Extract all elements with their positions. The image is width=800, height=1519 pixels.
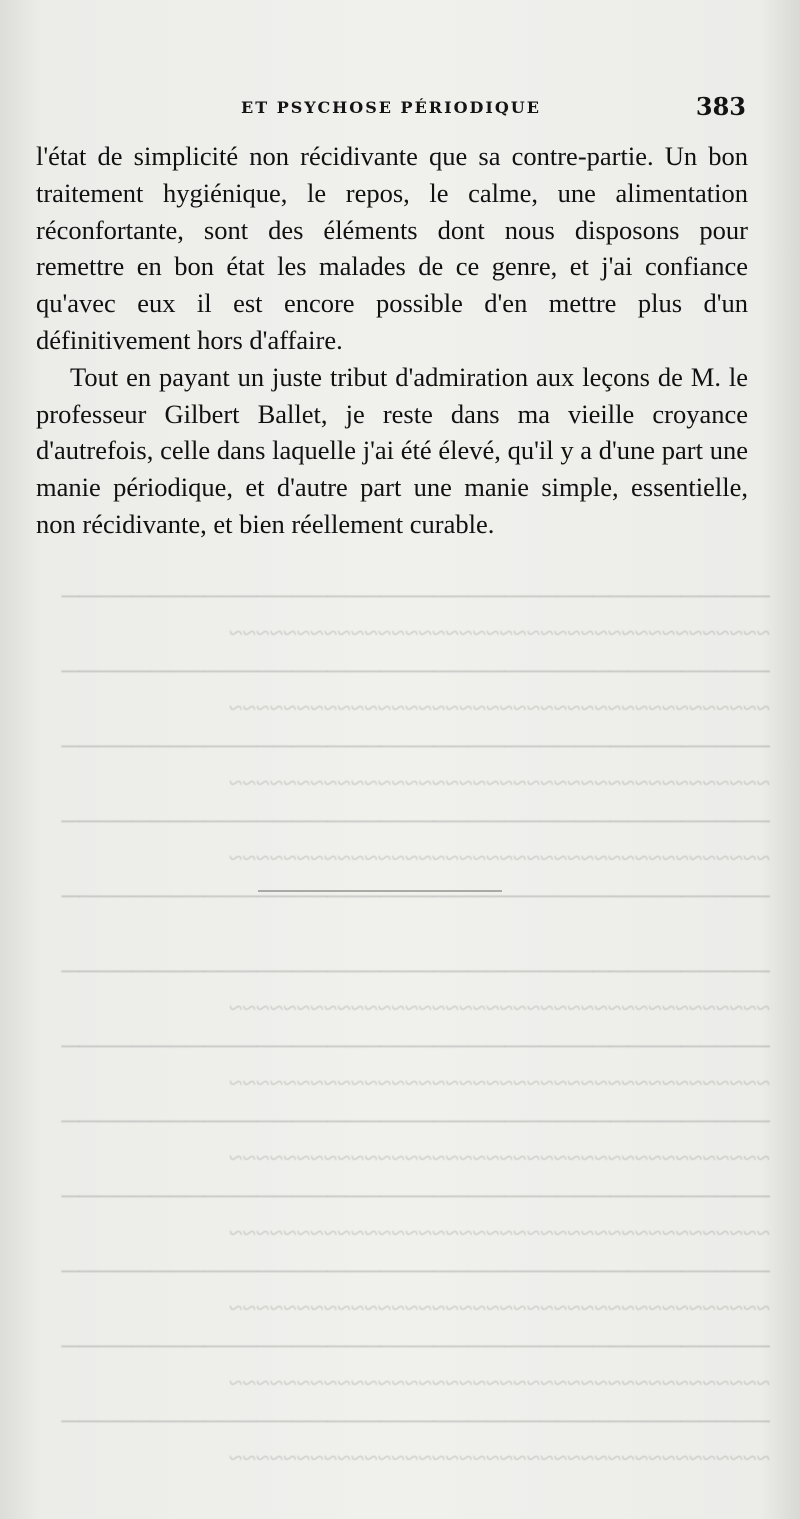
running-title: ET PSYCHOSE PÉRIODIQUE xyxy=(241,98,541,117)
paragraph: l'état de simplicité non récidivante que sa contre-partie. Un bon traitement hygiénique, le repos, le calme, une alimentation réconfortante, sont des éléments dont nous disposons pour remettre en bon état les malades de ce genre, et j'ai confiance qu'avec eux il est encore possible d'en mettre plus d'un définitivement hors d'affaire. xyxy=(36,141,748,355)
body-text xyxy=(36,138,748,543)
page-number: 383 xyxy=(695,92,746,121)
paragraph: Tout en payant un juste tribut d'admiration aux leçons de M. le professeur Gilbert Ballet, je reste dans ma vieille croyance d'autrefois, celle dans laquelle j'ai été élevé, qu'il y a d'une part une manie périodique, et d'autre part une manie simple, essentielle, non récidivante, et bien réellement curable. xyxy=(36,361,748,539)
reverse-side-bleed-through: ──────────────────────────────────────── ~~~~~~~~~~~~~~~~~~~~~~~~~~~~~~~~~~~~~~~~ ──────────────────────────────────────── ~~~~~~~~~~~~~~~~~~~~~~~~~~~~~~~~~~~~~~~~ ──────────────────────────────────────── ~~~~~~~~~~~~~~~~~~~~~~~~~~~~~~~~~~~~~~~~ ──────────────────────────────────────── ~~~~~~~~~~~~~~~~~~~~~~~~~~~~~~~~~~~~~~~~ ──────────────────────────────────────── ──────────────────────────────────────── ~~~~~~~~~~~~~~~~~~~~~~~~~~~~~~~~~~~~~~~~ ──────────────────────────────────────── ~~~~~~~~~~~~~~~~~~~~~~~~~~~~~~~~~~~~~~~~ ──────────────────────────────────────── ~~~~~~~~~~~~~~~~~~~~~~~~~~~~~~~~~~~~~~~~ ──────────────────────────────────────── ~~~~~~~~~~~~~~~~~~~~~~~~~~~~~~~~~~~~~~~~ ──────────────────────────────────────── ~~~~~~~~~~~~~~~~~~~~~~~~~~~~~~~~~~~~~~~~ ──────────────────────────────────────── ~~~~~~~~~~~~~~~~~~~~~~~~~~~~~~~~~~~~~~~~ ──────────────────────────────────────── ~~~~~~~~~~~~~~~~~~~~~~~~~~~~~~~~~~~~~~~~ xyxy=(61,582,770,1472)
page-header xyxy=(36,92,746,126)
section-divider xyxy=(258,890,502,892)
